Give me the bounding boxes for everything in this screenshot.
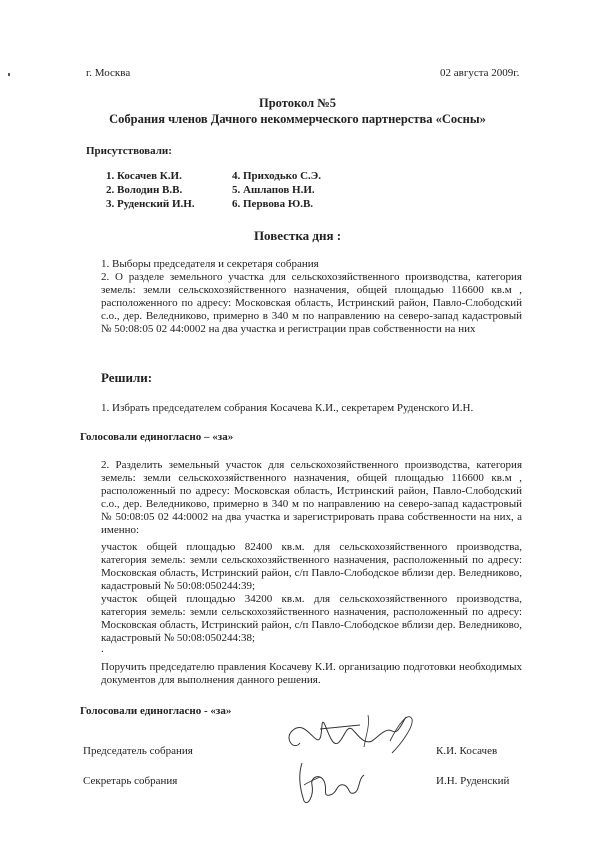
decision-1: 1. Избрать председателем собрания Косачева К.И., секретарем Руденского И.Н. bbox=[101, 402, 474, 414]
attendee: 4. Приходько С.Э. bbox=[232, 170, 322, 182]
scan-mark bbox=[8, 73, 10, 76]
present-label: Присутствовали: bbox=[86, 145, 172, 157]
resolved-title: Решили: bbox=[101, 370, 153, 385]
attendee: 1. Косачев К.И. bbox=[106, 170, 182, 182]
attendee: 2. Володин В.В. bbox=[106, 184, 183, 196]
chair-name: К.И. Косачев bbox=[436, 745, 498, 757]
attendee: 6. Первова Ю.В. bbox=[232, 198, 314, 210]
vote-2: Голосовали единогласно - «за» bbox=[80, 705, 232, 717]
plot-1: участок общей площадью 82400 кв.м. для сельскохозяйственного производства, категория земель: земли сельскохозяйственного назначения, расположенный по адресу: Московская область, Истринский район, с/п Павло-Слободское вблизи дер. Веледниково, кадастровый № 50:08:050244:39; bbox=[101, 541, 522, 592]
separator-dot: . bbox=[101, 643, 104, 655]
attendee: 5. Ашлапов Н.И. bbox=[232, 184, 315, 196]
agenda-item-2: 2. О разделе земельного участка для сельскохозяйственного производства, категория земель: земли сельскохозяйственного назначения, общей площадью 116600 кв.м , расположенного по адресу: Московская область, Истринский район, Павло-Слободский с.о., дер. Веледниково, примерно в 340 м по направлению на северо-запад кадастровый № 50:08:05 02 44:0002 на два участка и регистрации прав собственности на них bbox=[101, 271, 522, 335]
city: г. Москва bbox=[86, 67, 131, 79]
secretary-name: И.Н. Руденский bbox=[436, 775, 510, 787]
attendee: 3. Руденский И.Н. bbox=[106, 198, 195, 210]
document-title: Протокол №5 bbox=[258, 96, 337, 110]
secretary-label: Секретарь собрания bbox=[83, 775, 178, 787]
decision-2: 2. Разделить земельный участок для сельскохозяйственного производства, категория земель: земли сельскохозяйственного назначения, общей площадью 116600 кв.м , расположенный по адресу: Московская область, Истринский район, Павло-Слободский с.о., дер. Веледниково, примерно в 340 м по направлению на северо-запад кадастровый № 50:08:05 02 44:0002 на два участка и зарегистрировать права собственности на них, а именно: bbox=[101, 459, 522, 536]
plot-2: участок общей площадью 34200 кв.м. для сельскохозяйственного производства, категория земель: земли сельскохозяйственного назначения, расположенный по адресу: Московская область, Истринский район, с/п Павло-Слободское вблизи дер. Веледниково, кадастровый № 50:08:050244:38; bbox=[101, 593, 522, 644]
date: 02 августа 2009г. bbox=[440, 67, 520, 79]
chair-label: Председатель собрания bbox=[83, 745, 193, 757]
agenda-title: Повестка дня : bbox=[253, 228, 342, 243]
secretary-signature bbox=[292, 755, 372, 813]
agenda-item-1: 1. Выборы председателя и секретаря собрания bbox=[101, 258, 319, 270]
instruction: Поручить председателю правления Косачеву К.И. организацию подготовки необходимых документов для выполнения данного решения. bbox=[101, 661, 522, 686]
vote-1: Голосовали единогласно – «за» bbox=[80, 431, 234, 443]
document-subtitle: Собрания членов Дачного некоммерческого партнерства «Сосны» bbox=[109, 112, 486, 126]
